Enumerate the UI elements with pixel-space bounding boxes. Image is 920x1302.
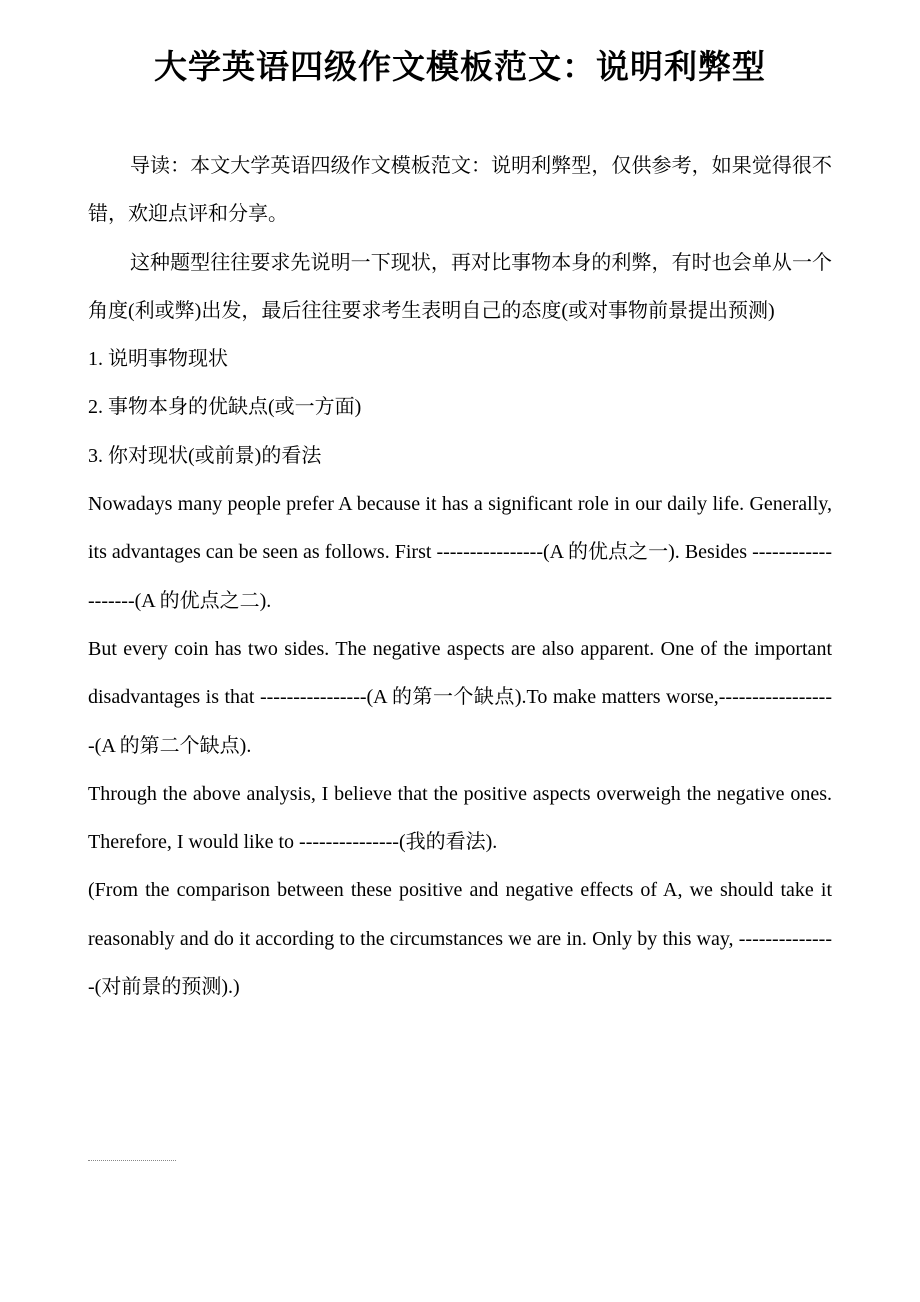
template-paragraph-prediction: (From the comparison between these positive and negative effects of A, we should take it reasonably and do it according to the circumstances we are in. Only by this way, ---------------(对前景的预测).) (88, 879, 832, 999)
list-item: 3. 你对现状(或前景)的看法 (88, 444, 322, 467)
list-item: 2. 事物本身的优缺点(或一方面) (88, 396, 362, 419)
template-paragraph-opinion: Through the above analysis, I believe that the positive aspects overweigh the negative ones. Therefore, I would like to ---------------(我的看法). (88, 782, 832, 854)
document-body (88, 142, 832, 1011)
description-paragraph: 这种题型往往要求先说明一下现状，再对比事物本身的利弊，有时也会单从一个角度(利或弊)出发，最后往往要求考生表明自己的态度(或对事物前景提出预测) (88, 251, 832, 322)
template-paragraph-advantages: Nowadays many people prefer A because it has a significant role in our daily life. Generally, its advantages can be seen as follows. First ----------------(A 的优点之一). Besides -------------------(A 的优点之二). (88, 493, 832, 612)
footnote-divider (88, 1160, 176, 1161)
intro-paragraph: 导读：本文大学英语四级作文模板范文：说明利弊型，仅供参考，如果觉得很不错，欢迎点评和分享。 (88, 155, 832, 226)
template-paragraph-disadvantages: But every coin has two sides. The negative aspects are also apparent. One of the important disadvantages is that ----------------(A 的第一个缺点).To make matters worse,------------------(A 的第二个缺点). (88, 637, 832, 757)
page-title: 大学英语四级作文模板范文：说明利弊型 (154, 50, 766, 86)
list-item: 1. 说明事物现状 (88, 348, 228, 371)
